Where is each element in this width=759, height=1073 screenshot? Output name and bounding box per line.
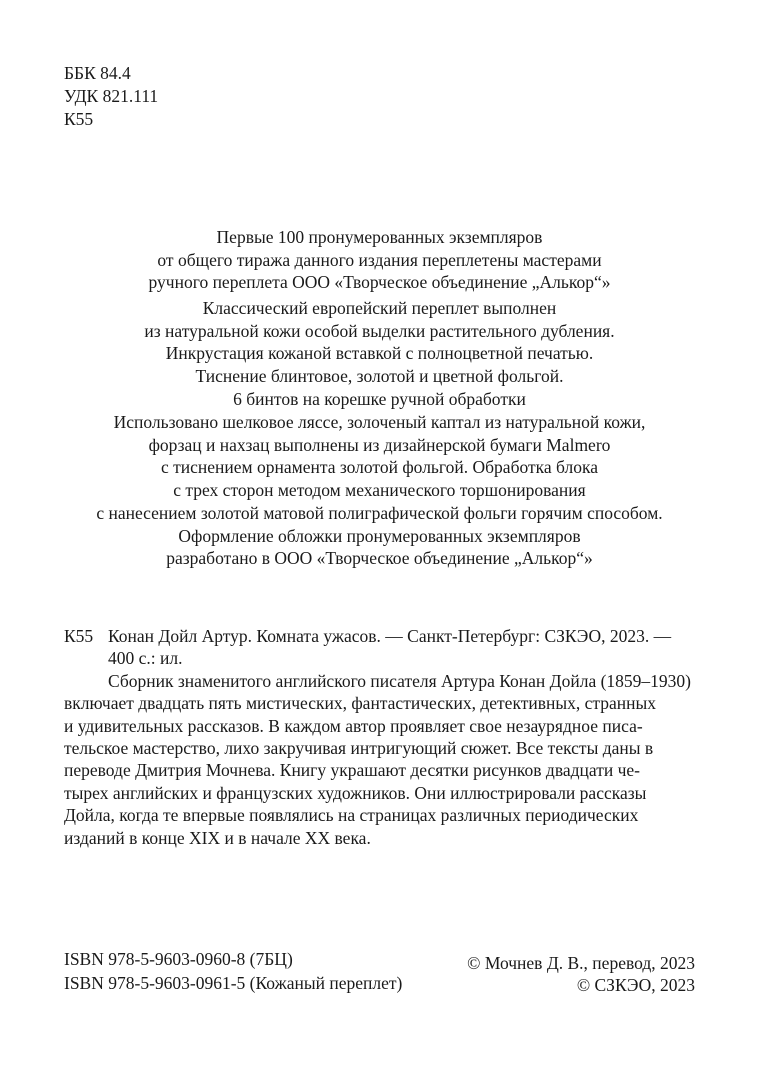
numbered-copies-note xyxy=(0,226,759,294)
udk-code: УДК 821.111 xyxy=(64,86,159,106)
annotation-line: и удивительных рассказов. В каждом автор проявляет свое незаурядное писа- xyxy=(64,715,643,736)
bbk-code: ББК 84.4 xyxy=(64,63,131,83)
isbn-line: ISBN 978-5-9603-0961-5 (Кожаный переплет) xyxy=(64,973,403,993)
note-line: Использовано шелковое ляссе, золоченый каптал из натуральной кожи, xyxy=(113,412,646,432)
note-line: Классический европейский переплет выполнен xyxy=(202,298,557,318)
annotation-line: тельское мастерство, лихо закручивая интригующий сюжет. Все тексты даны в xyxy=(64,738,654,759)
annotation-line: тырех английских и французских художников. Они иллюстрировали рассказы xyxy=(64,782,647,803)
annotation-line: переводе Дмитрия Мочнева. Книгу украшают десятки рисунков двадцати че- xyxy=(64,760,641,781)
isbn-line: ISBN 978-5-9603-0960-8 (7БЦ) xyxy=(64,949,293,969)
record-title-line: Конан Дойл Артур. Комната ужасов. — Санкт-Петербург: СЗКЭО, 2023. — xyxy=(108,626,672,646)
binding-description xyxy=(0,297,759,411)
note-line: Первые 100 пронумерованных экземпляров xyxy=(216,227,543,247)
copyright-translation: © Мочнев Д. В., перевод, 2023 xyxy=(467,953,695,973)
note-line: Тиснение блинтовое, золотой и цветной фольгой. xyxy=(195,366,564,387)
classification-codes xyxy=(64,62,158,131)
bibliographic-record xyxy=(64,625,704,849)
note-line: Оформление обложки пронумерованных экземпляров xyxy=(178,525,581,546)
annotation-line: включает двадцать пять мистических, фантастических, детективных, странных xyxy=(64,693,656,714)
note-line: с трех сторон методом механического торшонирования xyxy=(173,480,586,501)
author-cipher: К55 xyxy=(64,109,94,129)
isbn-block xyxy=(64,947,402,995)
record-cipher: К55 xyxy=(64,626,94,646)
note-line: от общего тиража данного издания переплетены мастерами xyxy=(157,249,602,270)
note-line: с тиснением орнамента золотой фольгой. Обработка блока xyxy=(161,457,598,478)
copyright-publisher: © СЗКЭО, 2023 xyxy=(576,975,695,995)
annotation-line: изданий в конце XIX и в начале XX века. xyxy=(64,827,371,848)
note-line: разработано в ООО «Творческое объединение „Алькор“» xyxy=(166,548,593,569)
note-line: 6 бинтов на корешке ручной обработки xyxy=(233,388,526,409)
note-line: из натуральной кожи особой выделки растительного дубления. xyxy=(144,320,615,341)
annotation-line: Дойла, когда те впервые появлялись на страницах различных периодических xyxy=(64,805,639,826)
record-pages-line: 400 с.: ил. xyxy=(108,648,183,669)
materials-description xyxy=(0,411,759,570)
note-line: форзац и нахзац выполнены из дизайнерской бумаги Malmero xyxy=(148,434,611,455)
note-line: Инкрустация кожаной вставкой с полноцветной печатью. xyxy=(165,343,594,364)
annotation-line: Сборник знаменитого английского писателя Артура Конан Дойла (1859–1930) xyxy=(108,670,692,691)
note-line: ручного переплета ООО «Творческое объединение „Алькор“» xyxy=(148,272,611,293)
note-line: с нанесением золотой матовой полиграфической фольги горячим способом. xyxy=(96,502,663,523)
copyright-block xyxy=(467,952,695,996)
